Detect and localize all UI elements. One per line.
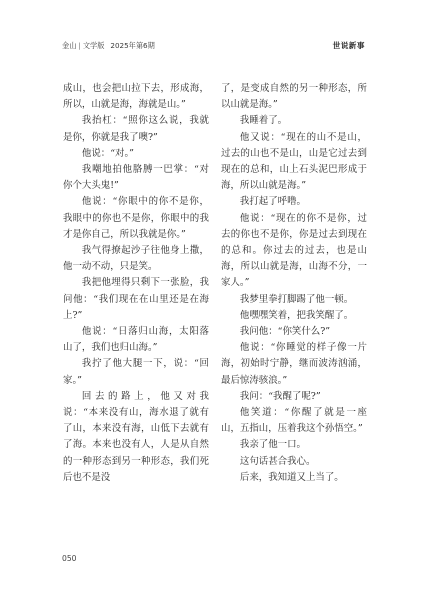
journal-name: 金山 xyxy=(62,41,77,50)
paragraph: 后来，我知道又上当了。 xyxy=(239,471,344,483)
paragraph: 我抬杠：“照你这么说，我就是你，你就是我了噢?” xyxy=(63,115,209,143)
paragraph: 他说：“日落归山海，太阳落山了，我们也归山海。” xyxy=(63,326,209,354)
paragraph: 这句话甚合我心。 xyxy=(239,455,316,467)
paragraph: 他说：“现在的你不是你，过去的你也不是你，你是过去到现在的总和。你过去的过去，也是山海，所以山就是海，山海不分，一家人。” xyxy=(221,212,367,289)
paragraph: 成山，也会把山拉下去，形成海，所以，山就是海，海就是山。” xyxy=(63,83,209,111)
section-title: 世说新事 xyxy=(332,41,365,50)
journal-edition: 文学版 xyxy=(82,41,105,50)
paragraph: 回去的路上，他又对我说：“本来没有山，海水退了就有了山，本来没有海，山低下去就有了海。本来也没有人，人是从自然的一种形态到另一种形态，我们死后也不是没 xyxy=(63,390,209,483)
paragraph: 我亲了他一口。 xyxy=(239,439,306,451)
paragraph: 我嘲地拍他胳膊一巴掌：“对你个大头鬼!” xyxy=(63,164,209,192)
paragraph: 我气得撩起沙子往他身上撒，他一动不动，只是笑。 xyxy=(63,245,209,273)
paragraph: 他嘿嘿笑着，把我笑醒了。 xyxy=(239,309,354,321)
paragraph: 我打起了呼噜。 xyxy=(239,196,306,208)
paragraph: 他说：“对。” xyxy=(81,147,135,159)
paragraph: 我拧了他大腿一下，说：“回家。” xyxy=(63,358,209,386)
paragraph: 我问：“我醒了呢?” xyxy=(239,390,321,402)
paragraph: 他说：“你睡觉的样子像一片海，初始时宁静，继而波涛汹涌，最后惊涛骇浪。” xyxy=(221,342,367,386)
paragraph: 我睡着了。 xyxy=(239,115,288,127)
journal-issue: 2025年第6期 xyxy=(110,41,155,50)
page-number: 050 xyxy=(62,554,77,563)
paragraph: 他说：“你眼中的你不是你，我眼中的你也不是你，你眼中的我才是你自己，所以我就是你。” xyxy=(63,196,209,240)
paragraph: 我把他埋得只剩下一张脸，我问他：“我们现在在山里还是在海上?” xyxy=(63,277,209,321)
header-separator: | xyxy=(78,41,81,50)
running-header xyxy=(62,41,155,51)
paragraph: 他笑道：“你醒了就是一座山，五指山，压着我这个孙悟空。” xyxy=(221,407,367,435)
paragraph: 了，是变成自然的另一种形态，所以山就是海。” xyxy=(221,83,367,111)
text-column-left xyxy=(63,81,209,486)
paragraph: 他又说：“现在的山不是山，过去的山也不是山，山是它过去到现在的总和，山上石头泥巴形成于海，所以山就是海。” xyxy=(221,131,367,192)
text-column-right xyxy=(221,81,367,486)
paragraph: 我问他：“你笑什么?” xyxy=(239,326,331,338)
paragraph: 我梦里拳打脚踢了他一顿。 xyxy=(239,293,354,305)
